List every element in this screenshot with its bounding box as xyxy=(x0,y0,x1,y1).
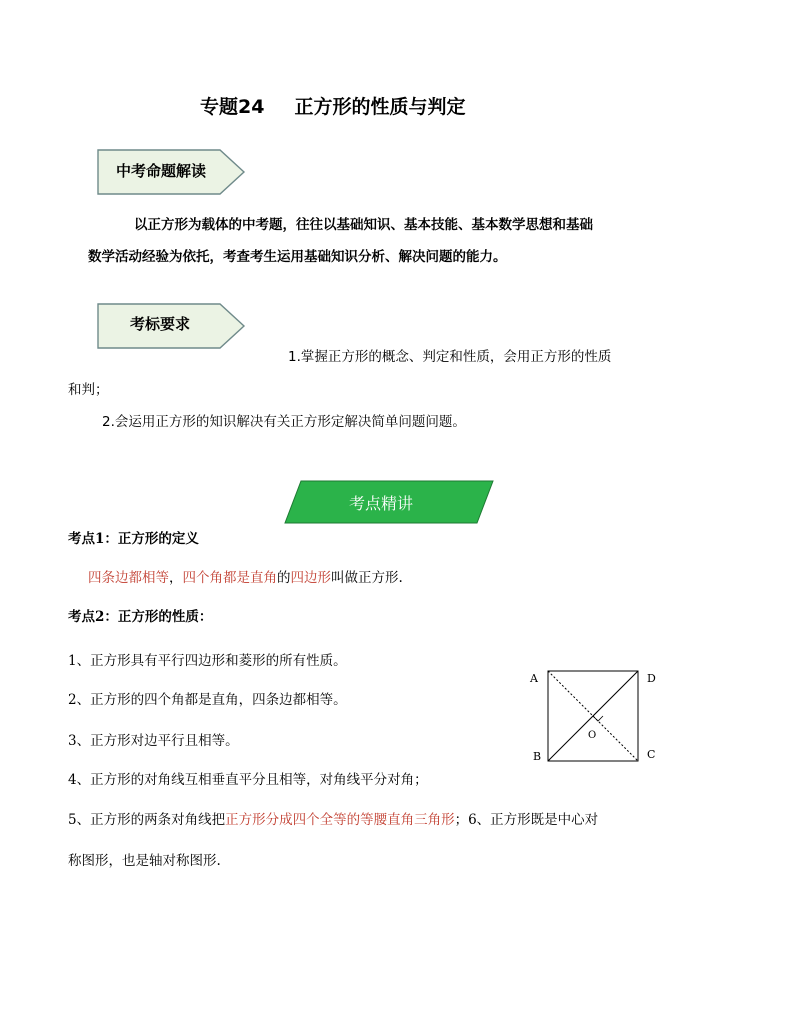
property-5-end: ；6、正方形既是中心对 xyxy=(454,812,599,828)
property-5 xyxy=(68,808,598,828)
label-c: C xyxy=(647,748,656,761)
title-name: 正方形的性质与判定 xyxy=(294,96,466,118)
property-1: 1、正方形具有平行四边形和菱形的所有性质。 xyxy=(68,653,347,669)
point-2-heading: 考点2：正方形的性质： xyxy=(68,609,213,625)
def-sep: ， xyxy=(169,570,183,586)
title-topic: 专题24 xyxy=(200,96,265,118)
point-1-heading: 考点1：正方形的定义 xyxy=(68,531,199,547)
def-red-2: 四个角都是直角 xyxy=(182,570,277,586)
property-2: 2、正方形的四个角都是直角，四条边都相等。 xyxy=(68,692,347,708)
property-5-start: 5、正方形的两条对角线把 xyxy=(68,812,226,828)
def-red-1: 四条边都相等 xyxy=(88,570,169,586)
label-o: O xyxy=(588,730,597,741)
requirement-1-cont: 和判； xyxy=(68,382,109,398)
banner-label: 考点精讲 xyxy=(349,494,414,513)
label-a: A xyxy=(530,672,538,685)
def-mid: 的 xyxy=(277,570,291,586)
banner-label: 中考命题解读 xyxy=(116,162,207,180)
banner-standard-requirements xyxy=(96,302,248,350)
banner-exam-interpretation xyxy=(96,148,248,196)
exam-paragraph-line-1: 以正方形为载体的中考题，往往以基础知识、基本技能、基本数学思想和基础 xyxy=(134,217,593,233)
label-b: B xyxy=(533,750,542,763)
right-angle-mark xyxy=(593,711,603,721)
def-red-3: 四边形 xyxy=(290,570,331,586)
square-diagram xyxy=(525,665,675,775)
square-definition xyxy=(88,566,403,586)
property-3: 3、正方形对边平行且相等。 xyxy=(68,733,239,749)
requirement-1: 1.掌握正方形的概念、判定和性质，会用正方形的性质 xyxy=(288,349,612,365)
property-5-cont: 称图形，也是轴对称图形. xyxy=(68,853,221,869)
requirement-2: 2.会运用正方形的知识解决有关正方形定解决简单问题问题。 xyxy=(102,414,466,430)
banner-label: 考标要求 xyxy=(130,315,191,333)
label-d: D xyxy=(647,672,656,685)
banner-key-points xyxy=(283,479,495,525)
exam-paragraph-line-2: 数学活动经验为依托，考查考生运用基础知识分析、解决问题的能力。 xyxy=(88,249,507,265)
def-tail: 叫做正方形. xyxy=(331,570,403,586)
property-4: 4、正方形的对角线互相垂直平分且相等，对角线平分对角； xyxy=(68,772,428,788)
page-title xyxy=(200,92,465,119)
property-5-red: 正方形分成四个全等的等腰直角三角形 xyxy=(225,812,455,828)
